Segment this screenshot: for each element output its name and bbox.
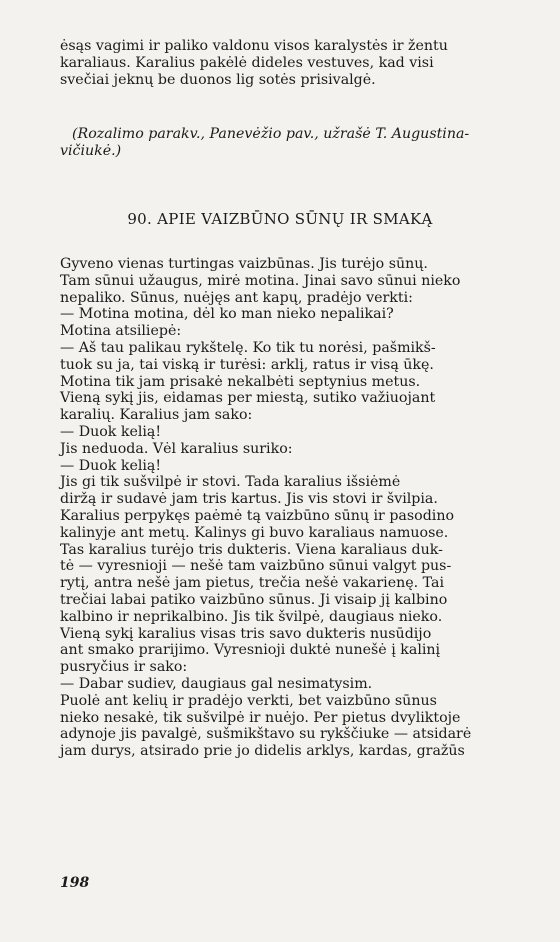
text-line: pusryčius ir sako:: [60, 659, 188, 676]
dialogue-line: — Aš tau palikau rykštelę. Ko tik tu norėsi, pašmikš-: [60, 339, 436, 356]
text-line: karalių. Karalius jam sako:: [60, 407, 253, 424]
tale-title: 90. APIE VAIZBŪNO SŪNŲ IR SMAKĄ: [127, 210, 433, 228]
dialogue-line: — Duok kelią!: [60, 457, 162, 474]
text-line: ėsąs vagimi ir paliko valdonu visos karalystės ir žentu: [60, 38, 448, 54]
text-line: ant smako prarijimo. Vyresnioji duktė nunešė į kalinį: [60, 642, 441, 659]
text-line: Gyveno vienas turtingas vaizbūnas. Jis turėjo sūnų.: [60, 256, 428, 272]
text-line: nepaliko. Sūnus, nuėjęs ant kapų, pradėjo verkti:: [60, 289, 413, 306]
text-line: tė — vyresnioji — nešė tam vaizbūno sūnui valgyt pus-: [60, 558, 452, 575]
text-line: Motina tik jam prisakė nekalbėti septynius metus.: [60, 373, 421, 390]
source-note-line: (Rozalimo parakv., Panevėžio pav., užrašė T. Augustina-: [72, 126, 470, 142]
text-line: Vieną sykį jis, eidamas per miestą, sutiko važiuojant: [60, 390, 436, 407]
dialogue-line: — Motina motina, dėl ko man nieko nepalikai?: [60, 306, 394, 323]
tale-body: [60, 256, 527, 760]
text-line: Jis neduoda. Vėl karalius suriko:: [60, 440, 293, 457]
text-line: Vieną sykį karalius visas tris savo dukteris nusūdijo: [60, 625, 432, 642]
text-line: jam durys, atsirado prie jo didelis arklys, kardas, gražūs: [60, 743, 465, 760]
source-note-line: vičiukė.): [60, 143, 122, 159]
text-line: diržą ir sudavė jam tris kartus. Jis vis stovi ir švilpia.: [60, 491, 438, 508]
text-line: kalinyje ant metų. Kalinys gi buvo karaliaus namuose.: [60, 524, 449, 541]
text-line: Puolė ant kelių ir pradėjo verkti, bet vaizbūno sūnus: [60, 692, 437, 709]
text-line: Jis gi tik sušvilpė ir stovi. Tada karalius išsiėmė: [60, 474, 401, 491]
text-line: svečiai jeknų be duonos lig sotės prisivalgė.: [60, 71, 376, 88]
text-line: Motina atsiliepė:: [60, 323, 182, 340]
text-line: Tas karalius turėjo tris dukteris. Viena karaliaus duk-: [60, 541, 443, 558]
text-line: tuok su ja, tai viską ir turėsi: arklį, ratus ir visą ūkę.: [60, 356, 434, 373]
text-line: nieko nesakė, tik sušvilpė ir nuėjo. Per pietus dvyliktoje: [60, 709, 461, 726]
text-line: Karalius perpykęs paėmė tą vaizbūno sūnų ir pasodino: [60, 507, 454, 524]
page-number: 198: [60, 875, 90, 891]
source-note: [60, 126, 527, 160]
text-line: rytį, antra nešė jam pietus, trečia nešė vakarienę. Tai: [60, 575, 445, 592]
dialogue-line: — Dabar sudiev, daugiaus gal nesimatysim.: [60, 675, 373, 692]
dialogue-line: — Duok kelią!: [60, 423, 162, 440]
text-line: adynoje jis pavalgė, sušmikštavo su rykščiuke — atsidarė: [60, 726, 472, 743]
text-line: trečiai labai patiko vaizbūno sūnus. Ji visaip jį kalbino: [60, 591, 448, 608]
text-line: kalbino ir neprikalbino. Jis tik švilpė, daugiaus nieko.: [60, 608, 443, 625]
text-line: Tam sūnui užaugus, mirė motina. Jinai savo sūnui nieko: [60, 272, 461, 289]
text-line: karaliaus. Karalius pakėlė dideles vestuves, kad visi: [60, 54, 434, 71]
continued-paragraph: [60, 38, 527, 88]
